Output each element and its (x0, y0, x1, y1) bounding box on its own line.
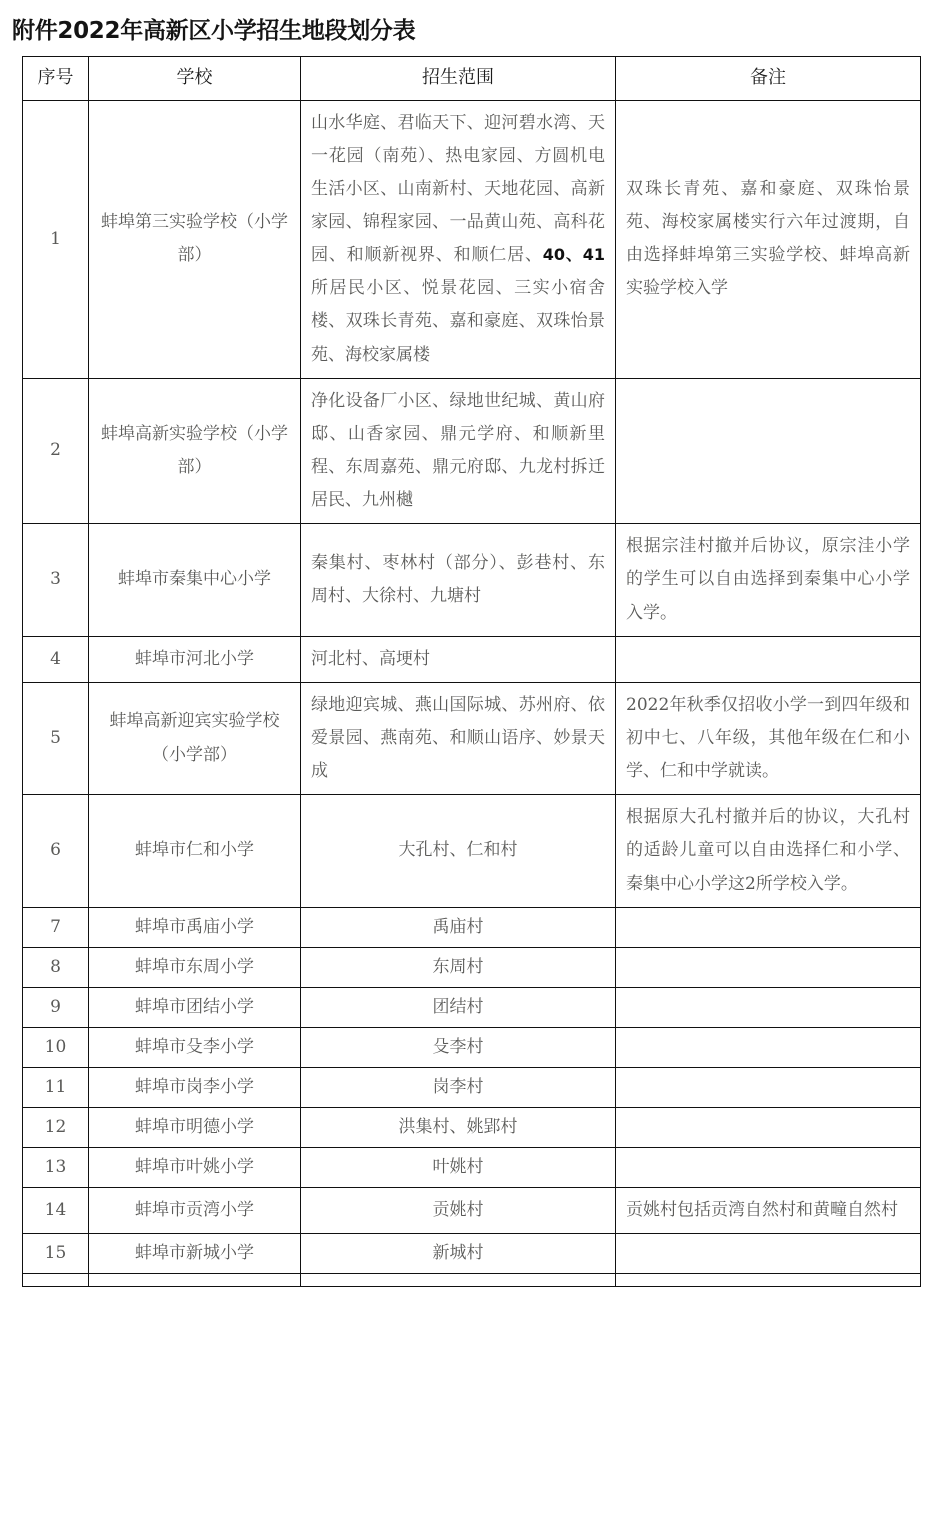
cell-note (616, 987, 921, 1027)
cell-range: 团结村 (301, 987, 616, 1027)
cell-range: 绿地迎宾城、燕山国际城、苏州府、依爱景园、燕南苑、和顺山语序、妙景天成 (301, 682, 616, 794)
cell-range: 东周村 (301, 947, 616, 987)
cell-range: 大孔村、仁和村 (301, 795, 616, 907)
table-header-row (23, 56, 921, 100)
cell-note: 双珠长青苑、嘉和豪庭、双珠怡景苑、海校家属楼实行六年过渡期，自由选择蚌埠第三实验学校、蚌埠高新实验学校入学 (616, 100, 921, 378)
cell-index-truncated (23, 1273, 89, 1286)
cell-index: 14 (23, 1187, 89, 1233)
cell-school: 蚌埠市禹庙小学 (89, 907, 301, 947)
cell-range (301, 100, 616, 378)
range-text-post: 所居民小区、悦景花园、三实小宿舍楼、双珠长青苑、嘉和豪庭、双珠怡景苑、海校家属楼 (311, 278, 605, 365)
cell-index: 4 (23, 636, 89, 682)
cell-school: 蚌埠市明德小学 (89, 1107, 301, 1147)
cell-note (616, 378, 921, 524)
cell-note: 2022年秋季仅招收小学一到四年级和初中七、八年级，其他年级在仁和小学、仁和中学就读。 (616, 682, 921, 794)
table-row (23, 987, 921, 1027)
column-header-school: 学校 (89, 56, 301, 100)
cell-range-truncated (301, 1273, 616, 1286)
table-row (23, 524, 921, 636)
cell-school: 蚌埠市贡湾小学 (89, 1187, 301, 1233)
cell-index: 2 (23, 378, 89, 524)
cell-note (616, 1147, 921, 1187)
column-header-index: 序号 (23, 56, 89, 100)
cell-note (616, 1107, 921, 1147)
cell-index: 8 (23, 947, 89, 987)
table-row (23, 795, 921, 907)
cell-school: 蚌埠市秦集中心小学 (89, 524, 301, 636)
cell-note (616, 636, 921, 682)
table-row (23, 1147, 921, 1187)
cell-note (616, 1027, 921, 1067)
cell-index: 9 (23, 987, 89, 1027)
cell-school: 蚌埠市东周小学 (89, 947, 301, 987)
cell-index: 10 (23, 1027, 89, 1067)
cell-note: 根据宗洼村撤并后协议，原宗洼小学的学生可以自由选择到秦集中心小学入学。 (616, 524, 921, 636)
cell-note (616, 1233, 921, 1273)
range-text-numbers: 40、41 (542, 245, 605, 265)
cell-range: 秦集村、枣林村（部分）、彭巷村、东周村、大徐村、九塘村 (301, 524, 616, 636)
cell-school: 蚌埠市岗李小学 (89, 1067, 301, 1107)
cell-index: 15 (23, 1233, 89, 1273)
cell-index: 1 (23, 100, 89, 378)
table-row (23, 1233, 921, 1273)
table-row (23, 1027, 921, 1067)
table-row-truncated (23, 1273, 921, 1286)
table-row (23, 682, 921, 794)
cell-note: 根据原大孔村撤并后的协议，大孔村的适龄儿童可以自由选择仁和小学、秦集中心小学这2所学校入学。 (616, 795, 921, 907)
cell-school: 蚌埠市河北小学 (89, 636, 301, 682)
cell-range: 河北村、高埂村 (301, 636, 616, 682)
cell-index: 3 (23, 524, 89, 636)
enrollment-zone-table (22, 56, 921, 1287)
cell-school-truncated (89, 1273, 301, 1286)
cell-range: 洪集村、姚郢村 (301, 1107, 616, 1147)
cell-range: 贡姚村 (301, 1187, 616, 1233)
cell-note: 贡姚村包括贡湾自然村和黄疃自然村 (616, 1187, 921, 1233)
cell-index: 12 (23, 1107, 89, 1147)
table-row (23, 1107, 921, 1147)
cell-range: 殳李村 (301, 1027, 616, 1067)
cell-index: 7 (23, 907, 89, 947)
table-row (23, 636, 921, 682)
cell-school: 蚌埠高新迎宾实验学校（小学部） (89, 682, 301, 794)
cell-school: 蚌埠高新实验学校（小学部） (89, 378, 301, 524)
cell-range: 净化设备厂小区、绿地世纪城、黄山府邸、山香家园、鼎元学府、和顺新里程、东周嘉苑、鼎元府邸、九龙村拆迁居民、九州樾 (301, 378, 616, 524)
page-title: 附件2022年高新区小学招生地段划分表 (12, 18, 416, 44)
cell-index: 6 (23, 795, 89, 907)
cell-index: 13 (23, 1147, 89, 1187)
table-row (23, 1187, 921, 1233)
cell-school: 蚌埠市殳李小学 (89, 1027, 301, 1067)
table-row (23, 907, 921, 947)
cell-school: 蚌埠市团结小学 (89, 987, 301, 1027)
column-header-note: 备注 (616, 56, 921, 100)
table-row (23, 378, 921, 524)
column-header-range: 招生范围 (301, 56, 616, 100)
cell-note (616, 947, 921, 987)
cell-school: 蚌埠市新城小学 (89, 1233, 301, 1273)
cell-range: 叶姚村 (301, 1147, 616, 1187)
table-row (23, 100, 921, 378)
cell-note (616, 1067, 921, 1107)
cell-range: 岗李村 (301, 1067, 616, 1107)
range-text-pre: 山水华庭、君临天下、迎河碧水湾、天一花园（南苑）、热电家园、方圆机电生活小区、山南新村、天地花园、高新家园、锦程家园、一品黄山苑、高科花园、和顺新视界、和顺仁居、 (311, 112, 605, 266)
table-row (23, 1067, 921, 1107)
cell-school: 蚌埠市叶姚小学 (89, 1147, 301, 1187)
cell-note-truncated (616, 1273, 921, 1286)
cell-range: 禹庙村 (301, 907, 616, 947)
cell-index: 5 (23, 682, 89, 794)
cell-school: 蚌埠市仁和小学 (89, 795, 301, 907)
cell-index: 11 (23, 1067, 89, 1107)
table-row (23, 947, 921, 987)
cell-note (616, 907, 921, 947)
cell-range: 新城村 (301, 1233, 616, 1273)
cell-school: 蚌埠第三实验学校（小学部） (89, 100, 301, 378)
